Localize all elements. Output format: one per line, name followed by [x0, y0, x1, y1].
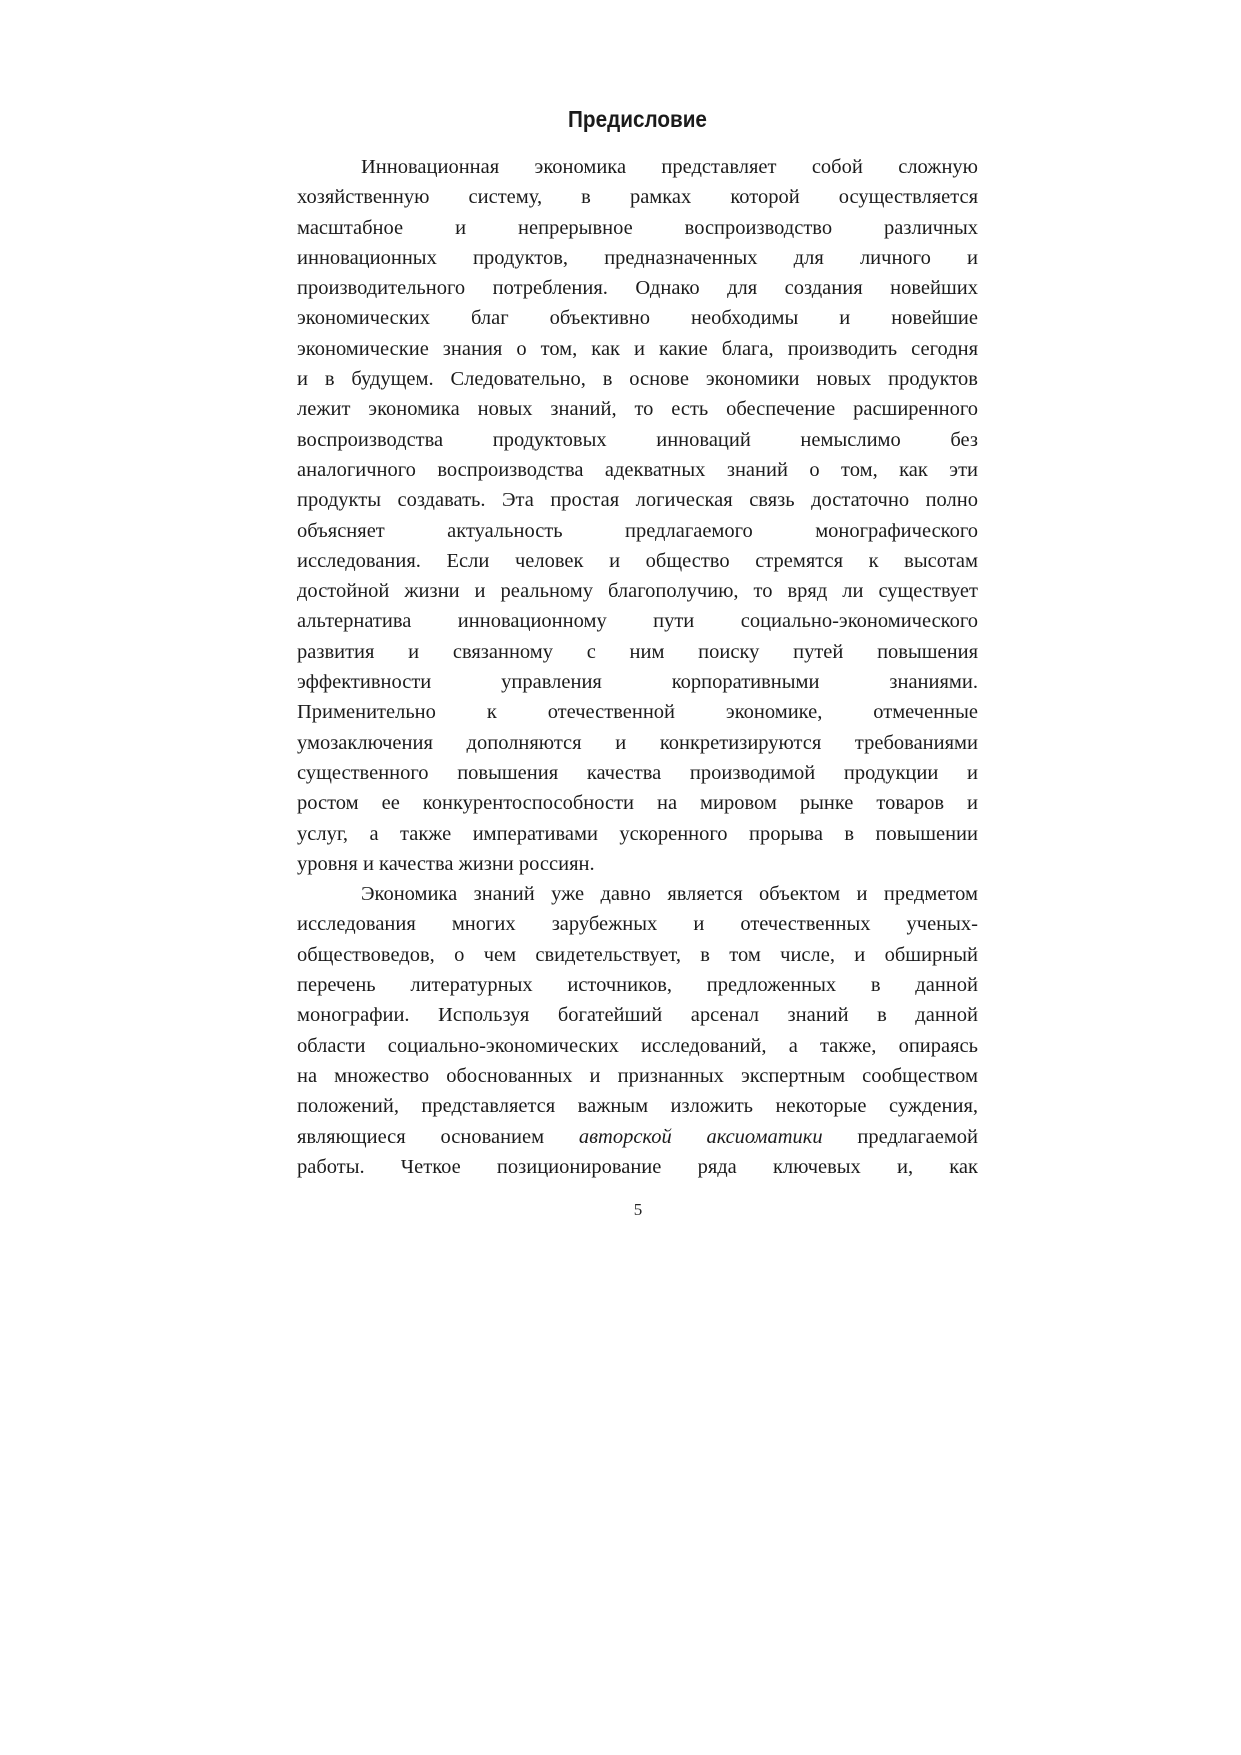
text-line: обществоведов, о чем свидетельствует, в том числе, и обширный	[297, 943, 978, 966]
text-line: на множество обоснованных и признанных экспертным сообществом	[297, 1064, 978, 1087]
text-line: исследования многих зарубежных и отечественных ученых-	[297, 913, 978, 936]
text-line: аналогичного воспроизводства адекватных знаний о том, как эти	[297, 458, 978, 481]
italic-term: авторской аксиоматики	[578, 1125, 823, 1148]
text-line: достойной жизни и реальному благополучию, то вряд ли существует	[297, 580, 978, 603]
text-line: услуг, а также императивами ускоренного прорыва в повышении	[297, 822, 978, 845]
text-line: продукты создавать. Эта простая логическая связь достаточно полно	[297, 489, 978, 512]
text-segment: предлагаемой	[822, 1125, 979, 1148]
text-line: альтернатива инновационному пути социально-экономического	[297, 610, 978, 633]
page-number: 5	[633, 1200, 643, 1219]
text-segment: являющиеся основанием	[297, 1125, 579, 1148]
text-line: перечень литературных источников, предложенных в данной	[297, 974, 978, 997]
text-line: ростом ее конкурентоспособности на мировом рынке товаров и	[297, 792, 978, 815]
text-line: положений, представляется важным изложить некоторые суждения,	[297, 1095, 978, 1118]
text-line: и в будущем. Следовательно, в основе экономики новых продуктов	[297, 368, 978, 391]
page-content	[297, 104, 978, 1182]
page-title: Предисловие	[568, 106, 707, 132]
text-line: экономические знания о том, как и какие блага, производить сегодня	[297, 337, 978, 360]
text-line: хозяйственную систему, в рамках которой осуществляется	[297, 186, 978, 209]
text-line: области социально-экономических исследований, а также, опираясь	[297, 1034, 978, 1057]
paragraph-2	[297, 879, 978, 1182]
text-line: развития и связанному с ним поиску путей повышения	[297, 640, 978, 663]
text-line: эффективности управления корпоративными знаниями.	[297, 671, 978, 694]
text-line: производительного потребления. Однако для создания новейших	[297, 277, 978, 300]
text-line: монографии. Используя богатейший арсенал знаний в данной	[297, 1004, 978, 1027]
text-line: Инновационная экономика представляет собой сложную	[361, 156, 978, 178]
text-line: лежит экономика новых знаний, то есть обеспечение расширенного	[297, 398, 978, 421]
text-line: Экономика знаний уже давно является объектом и предметом	[361, 883, 978, 906]
text-line-with-italic	[297, 1122, 978, 1152]
text-line: работы. Четкое позиционирование ряда ключевых и, как	[297, 1155, 978, 1178]
text-line: уровня и качества жизни россиян.	[297, 852, 595, 875]
text-line: инновационных продуктов, предназначенных для личного и	[297, 246, 978, 269]
paragraph-1	[297, 152, 978, 879]
text-line: существенного повышения качества производимой продукции и	[297, 761, 978, 784]
text-line: экономических благ объективно необходимы и новейшие	[297, 307, 978, 330]
text-line: Применительно к отечественной экономике, отмеченные	[297, 701, 978, 724]
text-line: исследования. Если человек и общество стремятся к высотам	[297, 549, 978, 572]
text-line: воспроизводства продуктовых инноваций немыслимо без	[297, 428, 978, 451]
text-line: масштабное и непрерывное воспроизводство различных	[297, 216, 978, 239]
text-line: умозаключения дополняются и конкретизируются требованиями	[297, 731, 978, 754]
text-line: объясняет актуальность предлагаемого монографического	[297, 519, 978, 542]
